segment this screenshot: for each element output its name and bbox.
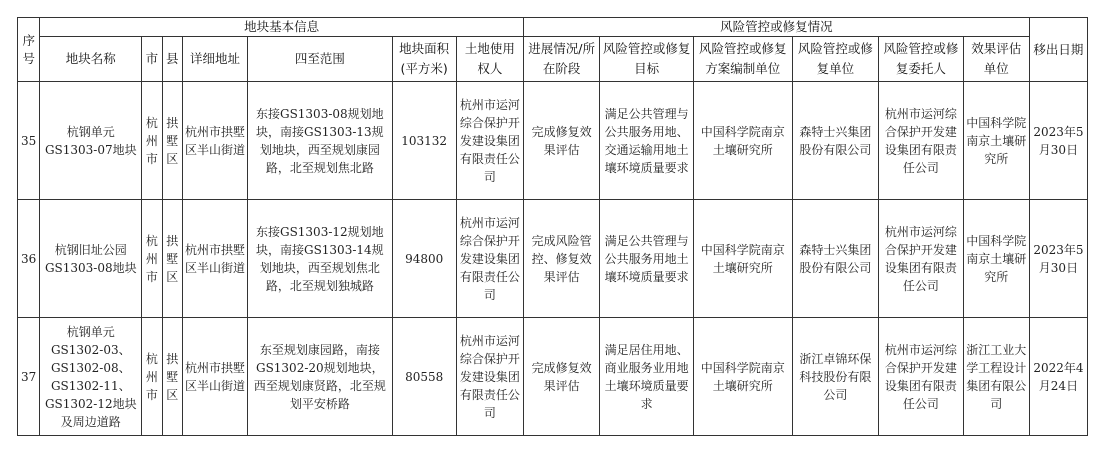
header-removal-date: 移出日期: [1029, 18, 1087, 82]
cell-plan-unit: 中国科学院南京土壤研究所: [693, 318, 792, 436]
cell-city: 杭州市: [142, 318, 162, 436]
cell-evaluator: 浙江工业大学工程设计集团有限公司: [963, 318, 1029, 436]
cell-boundary: 东接GS1303-12规划地块，南接GS1303-14规划地块，西至规划焦北路，北至规划独城路: [248, 200, 393, 318]
cell-client: 杭州市运河综合保护开发建设集团有限责任公司: [879, 318, 963, 436]
cell-land-owner: 杭州市运河综合保护开发建设集团有限责任公司: [456, 200, 523, 318]
table-row: [18, 200, 1088, 318]
header-boundary: 四至范围: [248, 37, 393, 82]
cell-seq: 35: [18, 82, 40, 200]
cell-removal-date: 2022年4月24日: [1029, 318, 1087, 436]
cell-plan-unit: 中国科学院南京土壤研究所: [693, 200, 792, 318]
cell-area: 80558: [392, 318, 456, 436]
cell-plot-name: 杭钢单元GS1303-07地块: [40, 82, 142, 200]
header-land-owner: 土地使用权人: [456, 37, 523, 82]
cell-progress: 完成风险管控、修复效果评估: [523, 200, 599, 318]
cell-boundary: 东至规划康园路，南接GS1302-20规划地块，西至规划康贤路，北至规划平安桥路: [248, 318, 393, 436]
cell-evaluator: 中国科学院南京土壤研究所: [963, 200, 1029, 318]
cell-target: 满足公共管理与公共服务用地土壤环境质量要求: [600, 200, 694, 318]
cell-land-owner: 杭州市运河综合保护开发建设集团有限责任公司: [456, 82, 523, 200]
cell-address: 杭州市拱墅区半山街道: [182, 318, 247, 436]
cell-county: 拱墅区: [162, 318, 182, 436]
header-plot-name: 地块名称: [40, 37, 142, 82]
header-target: 风险管控或修复目标: [600, 37, 694, 82]
cell-area: 103132: [392, 82, 456, 200]
cell-contractor: 浙江卓锦环保科技股份有限公司: [792, 318, 879, 436]
header-progress: 进展情况/所在阶段: [523, 37, 599, 82]
cell-seq: 36: [18, 200, 40, 318]
header-group-basic-info: 地块基本信息: [40, 18, 524, 37]
cell-plot-name: 杭钢旧址公园GS1303-08地块: [40, 200, 142, 318]
table-row: [18, 318, 1088, 436]
cell-progress: 完成修复效果评估: [523, 318, 599, 436]
header-area: 地块面积(平方米): [392, 37, 456, 82]
cell-target: 满足公共管理与公共服务用地、交通运输用地土壤环境质量要求: [600, 82, 694, 200]
cell-county: 拱墅区: [162, 82, 182, 200]
cell-seq: 37: [18, 318, 40, 436]
header-plan-unit: 风险管控或修复方案编制单位: [693, 37, 792, 82]
cell-removal-date: 2023年5月30日: [1029, 82, 1087, 200]
cell-progress: 完成修复效果评估: [523, 82, 599, 200]
contaminated-land-removal-table: [17, 17, 1088, 436]
cell-plot-name: 杭钢单元GS1302-03、GS1302-08、GS1302-11、GS1302-12地块及周边道路: [40, 318, 142, 436]
cell-plan-unit: 中国科学院南京土壤研究所: [693, 82, 792, 200]
header-group-risk-control: 风险管控或修复情况: [523, 18, 1029, 37]
cell-area: 94800: [392, 200, 456, 318]
header-seq: 序号: [18, 18, 40, 82]
cell-target: 满足居住用地、商业服务业用地土壤环境质量要求: [600, 318, 694, 436]
cell-city: 杭州市: [142, 200, 162, 318]
header-client: 风险管控或修复委托人: [879, 37, 963, 82]
cell-contractor: 森特士兴集团股份有限公司: [792, 82, 879, 200]
cell-contractor: 森特士兴集团股份有限公司: [792, 200, 879, 318]
header-evaluator: 效果评估单位: [963, 37, 1029, 82]
header-city: 市: [142, 37, 162, 82]
cell-removal-date: 2023年5月30日: [1029, 200, 1087, 318]
cell-client: 杭州市运河综合保护开发建设集团有限责任公司: [879, 200, 963, 318]
cell-land-owner: 杭州市运河综合保护开发建设集团有限责任公司: [456, 318, 523, 436]
header-address: 详细地址: [182, 37, 247, 82]
header-contractor: 风险管控或修复单位: [792, 37, 879, 82]
table-row: [18, 82, 1088, 200]
cell-client: 杭州市运河综合保护开发建设集团有限责任公司: [879, 82, 963, 200]
cell-boundary: 东接GS1303-08规划地块，南接GS1303-13规划地块，西至规划康园路，北至规划焦北路: [248, 82, 393, 200]
cell-address: 杭州市拱墅区半山街道: [182, 200, 247, 318]
cell-county: 拱墅区: [162, 200, 182, 318]
cell-city: 杭州市: [142, 82, 162, 200]
cell-address: 杭州市拱墅区半山街道: [182, 82, 247, 200]
cell-evaluator: 中国科学院南京土壤研究所: [963, 82, 1029, 200]
header-county: 县: [162, 37, 182, 82]
